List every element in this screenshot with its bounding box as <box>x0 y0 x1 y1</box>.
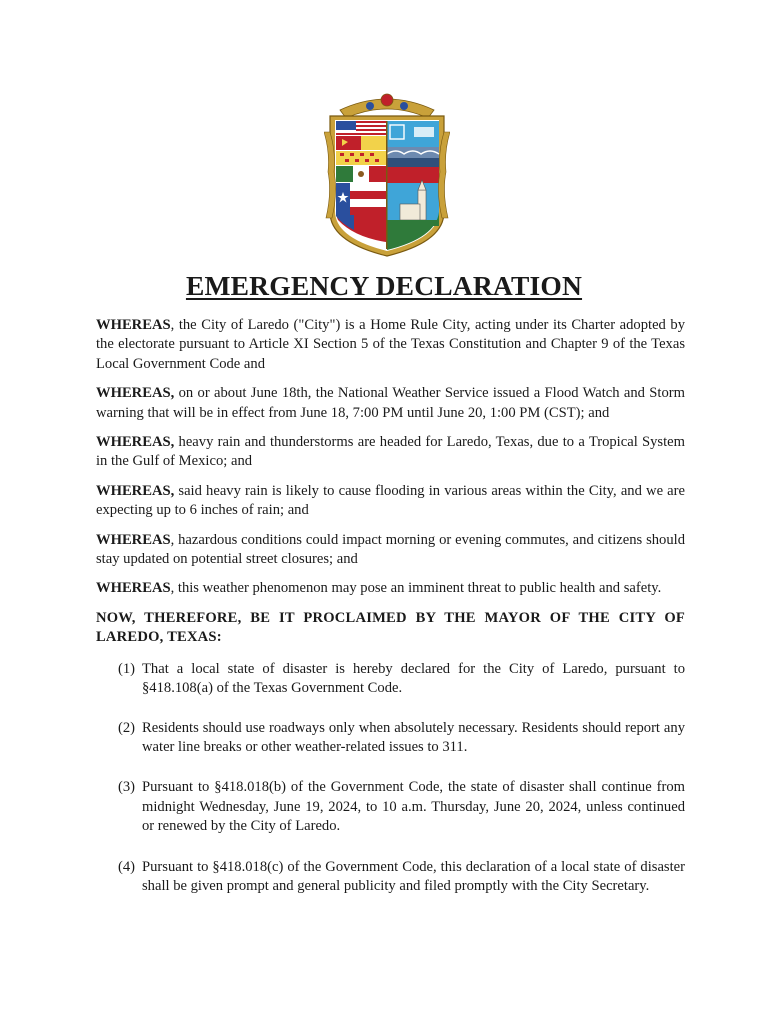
proclamation-list <box>96 660 685 897</box>
whereas-text: on or about June 18th, the National Weather Service issued a Flood Watch and Storm warning that will be in effect from June 18, 7:00 PM until June 20, 1:00 PM (CST); and <box>96 385 685 421</box>
list-item <box>96 778 685 836</box>
whereas-label: WHEREAS, <box>96 434 175 451</box>
whereas-label: WHEREAS <box>96 580 171 597</box>
page-title: EMERGENCY DECLARATION <box>185 270 583 301</box>
item-number: (3) <box>118 779 136 796</box>
whereas-label: WHEREAS <box>96 317 171 333</box>
whereas-label: WHEREAS, <box>96 385 175 402</box>
whereas-text: , this weather phenomenon may pose an imminent threat to public health and safety. <box>170 580 662 597</box>
item-text: Pursuant to §418.018(b) of the Government Code, the state of disaster shall continue from midnight Wednesday, June 19, 2024, to 10 a.m. Thursday, June 20, 2024, unless continued or renewed by the City of Laredo. <box>142 779 685 835</box>
whereas-clause <box>96 316 685 374</box>
whereas-clause <box>96 384 685 423</box>
whereas-text: , the City of Laredo ("City") is a Home Rule City, acting under its Charter adopted by the electorate pursuant to Article XI Section 5 of the Texas Constitution and Chapter 9 of the Texas Local Government Code and <box>96 317 685 372</box>
whereas-text: heavy rain and thunderstorms are headed for Laredo, Texas, due to a Tropical System in the Gulf of Mexico; and <box>96 434 685 470</box>
list-item <box>96 660 685 699</box>
item-number: (4) <box>118 858 136 875</box>
whereas-clause <box>96 531 685 570</box>
whereas-clause <box>96 433 685 472</box>
city-seal-logo <box>324 92 450 258</box>
item-text: Residents should use roadways only when absolutely necessary. Residents should report any water line breaks or other weather-related issues to 311. <box>142 719 685 755</box>
whereas-text: , hazardous conditions could impact morning or evening commutes, and citizens should stay updated on potential street closures; and <box>96 531 685 568</box>
whereas-clause <box>96 482 685 521</box>
item-text: That a local state of disaster is hereby declared for the City of Laredo, pursuant to §418.108(a) of the Texas Government Code. <box>142 660 685 697</box>
item-text: Pursuant to §418.018(c) of the Government Code, this declaration of a local state of disaster shall be given prompt and general publicity and filed promptly with the City Secretary. <box>142 858 685 894</box>
declaration-body <box>96 316 685 896</box>
proclamation-heading: NOW, THEREFORE, BE IT PROCLAIMED BY THE MAYOR OF THE CITY OF LAREDO, TEXAS: <box>96 609 685 646</box>
item-number: (2) <box>118 719 136 736</box>
whereas-clause <box>96 579 685 598</box>
list-item <box>96 719 685 758</box>
list-item <box>96 858 685 897</box>
whereas-text: said heavy rain is likely to cause flooding in various areas within the City, and we are expecting up to 6 inches of rain; and <box>96 482 685 519</box>
whereas-label: WHEREAS, <box>96 482 175 499</box>
whereas-label: WHEREAS <box>96 531 171 548</box>
item-number: (1) <box>118 660 136 677</box>
